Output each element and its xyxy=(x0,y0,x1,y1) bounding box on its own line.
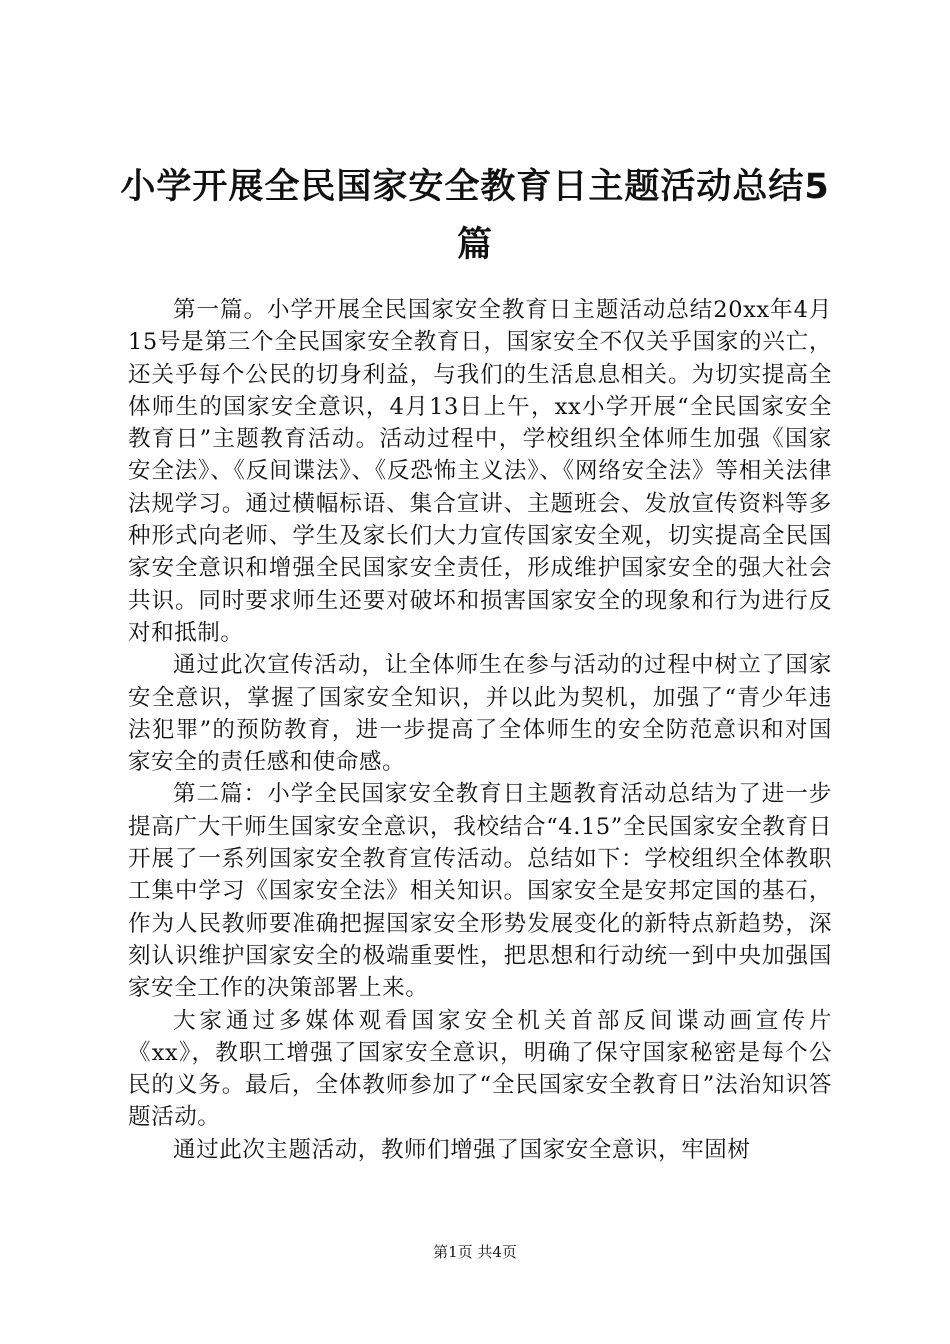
paragraph-4: 大家通过多媒体观看国家安全机关首部反间谍动画宣传片《xx》，教职工增强了国家安全意识，明确了保守国家秘密是每个公民的义务。最后，全体教师参加了“全民国家安全教育日”法治知识答题活动。 xyxy=(128,1007,832,1131)
paragraph-2: 通过此次宣传活动，让全体师生在参与活动的过程中树立了国家安全意识，掌握了国家安全知识，并以此为契机，加强了“青少年违法犯罪”的预防教育，进一步提高了全体师生的安全防范意识和对国家安全的责任感和使命感。 xyxy=(128,652,832,776)
paragraph-1: 第一篇。小学开展全民国家安全教育日主题活动总结20xx年4月15号是第三个全民国家安全教育日，国家安全不仅关乎国家的兴亡，还关乎每个公民的切身利益，与我们的生活息息相关。为切实提高全体师生的国家安全意识，4月13日上午，xx小学开展“全民国家安全教育日”主题教育活动。活动过程中，学校组织全体师生加强《国家安全法》、《反间谍法》、《反恐怖主义法》、《网络安全法》等相关法律法规学习。通过横幅标语、集合宣讲、主题班会、发放宣传资料等多种形式向老师、学生及家长们大力宣传国家安全观，切实提高全民国家安全意识和增强全民国家安全责任，形成维护国家安全的强大社会共识。同时要求师生还要对破坏和损害国家安全的现象和行为进行反对和抵制。 xyxy=(128,297,832,646)
paragraph-5: 通过此次主题活动，教师们增强了国家安全意识，牢固树 xyxy=(173,1136,751,1163)
document-body xyxy=(128,294,832,1166)
document-title: 小学开展全民国家安全教育日主题活动总结5篇 xyxy=(120,167,830,265)
paragraph-3: 第二篇：小学全民国家安全教育日主题教育活动总结为了进一步提高广大干师生国家安全意识，我校结合“4.15”全民国家安全教育日开展了一系列国家安全教育宣传活动。总结如下：学校组织全体教职工集中学习《国家安全法》相关知识。国家安全是安邦定国的基石，作为人民教师要准确把握国家安全形势发展变化的新特点新趋势，深刻认识维护国家安全的极端重要性，把思想和行动统一到中央加强国家安全工作的决策部署上来。 xyxy=(128,781,832,1002)
page-number-footer: 第1页 共4页 xyxy=(433,1243,517,1261)
